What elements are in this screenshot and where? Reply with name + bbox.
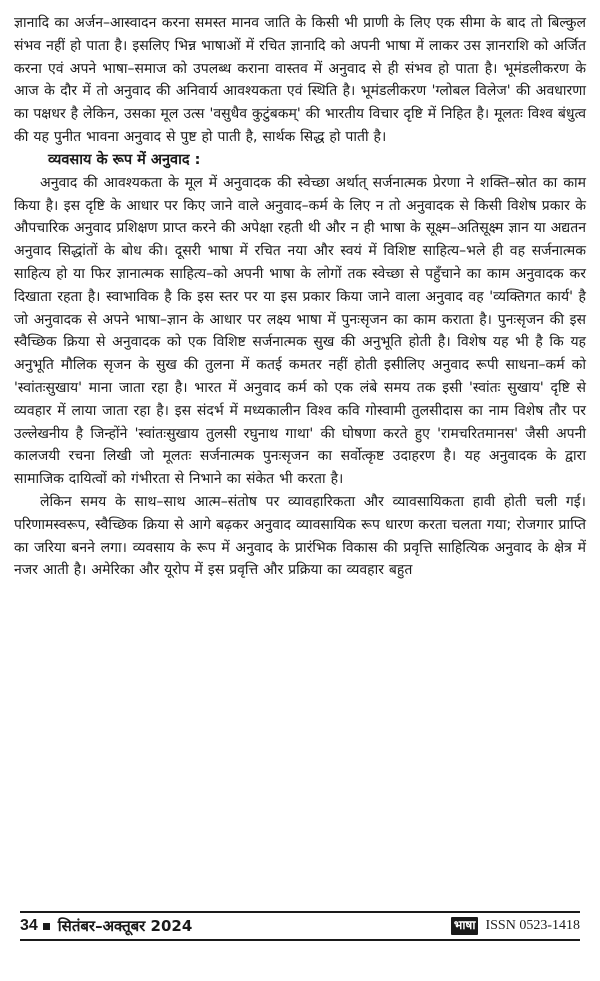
article-body xyxy=(14,12,586,582)
square-bullet-icon xyxy=(43,923,50,930)
page-number: 34 xyxy=(20,917,38,934)
issn-number: ISSN 0523-1418 xyxy=(485,918,580,933)
footer-publication-info xyxy=(451,917,580,935)
section-heading: व्यवसाय के रूप में अनुवाद : xyxy=(48,151,201,168)
journal-logo: भाषा xyxy=(451,917,479,935)
paragraph-intro: ज्ञानादि का अर्जन–आस्वादन करना समस्त मानव जाति के किसी भी प्राणी के लिए एक सीमा के बाद तो बिल्कुल संभव नहीं हो पाता है। इसलिए भिन्न भाषाओं में रचित ज्ञानादि को अपनी भाषा में लाकर उस ज्ञानराशि को अर्जित करना एवं अपने भाषा–समाज को उपलब्ध कराना वास्तव में अनुवाद से ही संभव हो पाता है। भूमंडलीकरण के आज के दौर में तो अनुवाद की अनिवार्य आवश्यकता एवं स्थिति है। भूमंडलीकरण 'ग्लोबल विलेज' की अवधारणा का पक्षधर है लेकिन, उसका मूल उत्स 'वसुधैव कुटुंबकम्' की भारतीय विचार दृष्टि में निहित है। मूलतः विश्व बंधुत्व की यह पुनीत भावना अनुवाद से पुष्ट हो पाती है, सार्थक सिद्ध हो पाती है। xyxy=(14,15,586,145)
page-footer xyxy=(20,911,580,941)
paragraph-translation-need: अनुवाद की आवश्यकता के मूल में अनुवादक की स्वेच्छा अर्थात् सर्जनात्मक प्रेरणा ने शक्ति–स्रोत का काम किया है। इस दृष्टि के आधार पर किए जाने वाले अनुवाद–कर्म के लिए न तो अनुवादक से किसी विशेष प्रकार के औपचारिक अनुवाद प्रशिक्षण प्राप्त करने की अपेक्षा रहती थी और न ही भाषा के सूक्ष्म–अतिसूक्ष्म ज्ञान या अद्यतन अनुवाद सिद्धांतों के बोध की। दूसरी भाषा में रचित नया और स्वयं में विशिष्ट साहित्य–भले ही वह सर्जनात्मक साहित्य हो या फिर ज्ञानात्मक साहित्य–को अपनी भाषा के लोगों तक स्वेच्छा से पहुँचाने का काम अनुवादक कर दिखाता रहता है। स्वाभाविक है कि इस स्तर पर या इस प्रकार किया जाने वाला अनुवाद वह 'व्यक्तिगत कार्य' है जो अनुवादक से अपने भाषा–ज्ञान के आधार पर लक्ष्य भाषा में पुनःसृजन का काम कराता है। पुनःसृजन की इस स्वैच्छिक क्रिया से अनुवादक को एक विशिष्ट सर्जनात्मक सुख की अनुभूति होती है। विशेष यह भी है कि यह अनुभूति मौलिक सृजन के सुख की तुलना में कतई कमतर नहीं होती इसीलिए अनुवाद रूपी साधना–कर्म को 'स्वांतःसुखाय' माना जाता रहा है। भारत में अनुवाद कर्म को एक लंबे समय तक इसी 'स्वांतः सुखाय' दृष्टि से व्यवहार में लाया जाता रहा है। इस संदर्भ में मध्यकालीन विश्व कवि गोस्वामी तुलसीदास का नाम विशेष तौर पर उल्लेखनीय है जिन्होंने 'स्वांतःसुखाय तुलसी रघुनाथ गाथा' की घोषणा करते हुए 'रामचरितमानस' जैसी अपनी कालजयी रचना लिखी जो मूलतः सर्जनात्मक पुनःसृजन का सर्वोत्कृष्ट उदाहरण है। यह अनुवादक के द्वारा सामाजिक दायित्वों को गंभीरता से निभाने का संकेत भी करता है। xyxy=(14,174,586,488)
issue-date: सितंबर–अक्तूबर 2024 xyxy=(57,917,193,935)
paragraph-commercialization: लेकिन समय के साथ–साथ आत्म–संतोष पर व्यावहारिकता और व्यावसायिकता हावी होती चली गई। परिणामस्वरूप, स्वैच्छिक क्रिया से आगे बढ़कर अनुवाद व्यावसायिक रूप धारण करता चलता गया; रोजगार प्राप्ति का जरिया बनने लगा। व्यवसाय के रूप में अनुवाद के प्रारंभिक विकास की प्रवृत्ति साहित्यिक अनुवाद के क्षेत्र में नजर आती है। अमेरिका और यूरोप में इस प्रवृत्ति और प्रक्रिया का व्यवहार बहुत xyxy=(14,493,586,579)
footer-issue-info xyxy=(20,916,192,936)
